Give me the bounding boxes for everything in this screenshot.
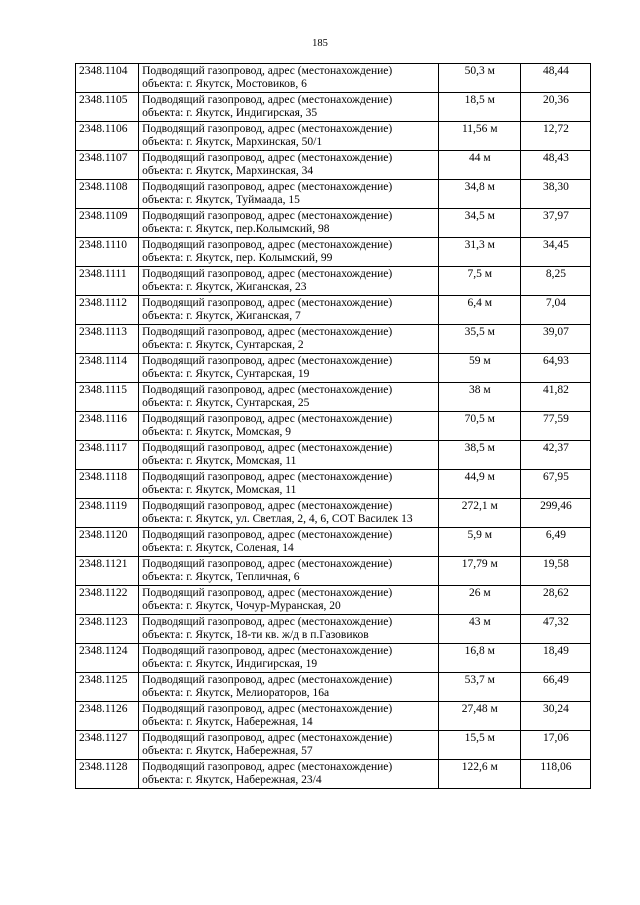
table-row — [76, 441, 591, 470]
table-row — [76, 93, 591, 122]
table-row — [76, 702, 591, 731]
value-cell: 42,37 — [520, 441, 590, 470]
table-row — [76, 412, 591, 441]
object-id-cell: 2348.1117 — [76, 441, 139, 470]
length-cell: 34,5 м — [438, 209, 520, 238]
object-id-cell: 2348.1124 — [76, 644, 139, 673]
value-cell: 118,06 — [520, 760, 590, 789]
value-cell: 64,93 — [520, 354, 590, 383]
object-id-cell: 2348.1125 — [76, 673, 139, 702]
table-row — [76, 615, 591, 644]
length-cell: 16,8 м — [438, 644, 520, 673]
object-id-cell: 2348.1128 — [76, 760, 139, 789]
table-row — [76, 354, 591, 383]
value-cell: 299,46 — [520, 499, 590, 528]
table-row — [76, 122, 591, 151]
table-row — [76, 760, 591, 789]
value-cell: 77,59 — [520, 412, 590, 441]
description-cell: Подводящий газопровод, адрес (местонахождение) объекта: г. Якутск, Момская, 11 — [139, 470, 439, 499]
length-cell: 44,9 м — [438, 470, 520, 499]
object-id-cell: 2348.1115 — [76, 383, 139, 412]
description-cell: Подводящий газопровод, адрес (местонахождение) объекта: г. Якутск, Набережная, 23/4 — [139, 760, 439, 789]
value-cell: 12,72 — [520, 122, 590, 151]
table-row — [76, 267, 591, 296]
description-cell: Подводящий газопровод, адрес (местонахождение) объекта: г. Якутск, Индигирская, 19 — [139, 644, 439, 673]
value-cell: 34,45 — [520, 238, 590, 267]
description-cell: Подводящий газопровод, адрес (местонахождение) объекта: г. Якутск, пер. Колымский, 99 — [139, 238, 439, 267]
table-row — [76, 644, 591, 673]
value-cell: 41,82 — [520, 383, 590, 412]
description-cell: Подводящий газопровод, адрес (местонахождение) объекта: г. Якутск, Мелиораторов, 16а — [139, 673, 439, 702]
length-cell: 27,48 м — [438, 702, 520, 731]
object-id-cell: 2348.1112 — [76, 296, 139, 325]
description-cell: Подводящий газопровод, адрес (местонахождение) объекта: г. Якутск, Набережная, 14 — [139, 702, 439, 731]
value-cell: 8,25 — [520, 267, 590, 296]
length-cell: 31,3 м — [438, 238, 520, 267]
object-id-cell: 2348.1121 — [76, 557, 139, 586]
object-id-cell: 2348.1127 — [76, 731, 139, 760]
length-cell: 11,56 м — [438, 122, 520, 151]
object-id-cell: 2348.1113 — [76, 325, 139, 354]
table-row — [76, 325, 591, 354]
length-cell: 34,8 м — [438, 180, 520, 209]
object-id-cell: 2348.1107 — [76, 151, 139, 180]
length-cell: 50,3 м — [438, 64, 520, 93]
table-row — [76, 180, 591, 209]
value-cell: 6,49 — [520, 528, 590, 557]
length-cell: 17,79 м — [438, 557, 520, 586]
length-cell: 272,1 м — [438, 499, 520, 528]
value-cell: 7,04 — [520, 296, 590, 325]
description-cell: Подводящий газопровод, адрес (местонахождение) объекта: г. Якутск, Мархинская, 50/1 — [139, 122, 439, 151]
description-cell: Подводящий газопровод, адрес (местонахождение) объекта: г. Якутск, Жиганская, 7 — [139, 296, 439, 325]
length-cell: 26 м — [438, 586, 520, 615]
length-cell: 44 м — [438, 151, 520, 180]
gas-pipeline-registry-table — [75, 63, 591, 789]
table-row — [76, 586, 591, 615]
description-cell: Подводящий газопровод, адрес (местонахождение) объекта: г. Якутск, Индигирская, 35 — [139, 93, 439, 122]
length-cell: 43 м — [438, 615, 520, 644]
table-row — [76, 528, 591, 557]
description-cell: Подводящий газопровод, адрес (местонахождение) объекта: г. Якутск, Момская, 9 — [139, 412, 439, 441]
description-cell: Подводящий газопровод, адрес (местонахождение) объекта: г. Якутск, Жиганская, 23 — [139, 267, 439, 296]
length-cell: 7,5 м — [438, 267, 520, 296]
length-cell: 38,5 м — [438, 441, 520, 470]
value-cell: 30,24 — [520, 702, 590, 731]
table-row — [76, 64, 591, 93]
description-cell: Подводящий газопровод, адрес (местонахождение) объекта: г. Якутск, ул. Светлая, 2, 4, 6, СОТ Василек 13 — [139, 499, 439, 528]
description-cell: Подводящий газопровод, адрес (местонахождение) объекта: г. Якутск, пер.Колымский, 98 — [139, 209, 439, 238]
value-cell: 67,95 — [520, 470, 590, 499]
object-id-cell: 2348.1114 — [76, 354, 139, 383]
object-id-cell: 2348.1106 — [76, 122, 139, 151]
value-cell: 20,36 — [520, 93, 590, 122]
value-cell: 19,58 — [520, 557, 590, 586]
object-id-cell: 2348.1104 — [76, 64, 139, 93]
length-cell: 5,9 м — [438, 528, 520, 557]
table-row — [76, 238, 591, 267]
length-cell: 59 м — [438, 354, 520, 383]
description-cell: Подводящий газопровод, адрес (местонахождение) объекта: г. Якутск, Набережная, 57 — [139, 731, 439, 760]
description-cell: Подводящий газопровод, адрес (местонахождение) объекта: г. Якутск, Сунтарская, 19 — [139, 354, 439, 383]
object-id-cell: 2348.1118 — [76, 470, 139, 499]
value-cell: 47,32 — [520, 615, 590, 644]
object-id-cell: 2348.1111 — [76, 267, 139, 296]
description-cell: Подводящий газопровод, адрес (местонахождение) объекта: г. Якутск, Мостовиков, 6 — [139, 64, 439, 93]
value-cell: 39,07 — [520, 325, 590, 354]
description-cell: Подводящий газопровод, адрес (местонахождение) объекта: г. Якутск, Тепличная, 6 — [139, 557, 439, 586]
table-row — [76, 383, 591, 412]
length-cell: 35,5 м — [438, 325, 520, 354]
table-row — [76, 209, 591, 238]
object-id-cell: 2348.1116 — [76, 412, 139, 441]
value-cell: 38,30 — [520, 180, 590, 209]
table-row — [76, 731, 591, 760]
description-cell: Подводящий газопровод, адрес (местонахождение) объекта: г. Якутск, Сунтарская, 2 — [139, 325, 439, 354]
value-cell: 48,44 — [520, 64, 590, 93]
value-cell: 37,97 — [520, 209, 590, 238]
length-cell: 18,5 м — [438, 93, 520, 122]
object-id-cell: 2348.1108 — [76, 180, 139, 209]
value-cell: 66,49 — [520, 673, 590, 702]
description-cell: Подводящий газопровод, адрес (местонахождение) объекта: г. Якутск, Туймаада, 15 — [139, 180, 439, 209]
length-cell: 122,6 м — [438, 760, 520, 789]
table-row — [76, 673, 591, 702]
length-cell: 70,5 м — [438, 412, 520, 441]
table-row — [76, 151, 591, 180]
registry-table-body — [76, 64, 591, 789]
table-row — [76, 557, 591, 586]
object-id-cell: 2348.1123 — [76, 615, 139, 644]
description-cell: Подводящий газопровод, адрес (местонахождение) объекта: г. Якутск, 18-ти кв. ж/д в п.Газовиков — [139, 615, 439, 644]
value-cell: 48,43 — [520, 151, 590, 180]
table-row — [76, 499, 591, 528]
object-id-cell: 2348.1109 — [76, 209, 139, 238]
length-cell: 15,5 м — [438, 731, 520, 760]
description-cell: Подводящий газопровод, адрес (местонахождение) объекта: г. Якутск, Чочур-Муранская, 20 — [139, 586, 439, 615]
object-id-cell: 2348.1120 — [76, 528, 139, 557]
object-id-cell: 2348.1122 — [76, 586, 139, 615]
length-cell: 6,4 м — [438, 296, 520, 325]
value-cell: 17,06 — [520, 731, 590, 760]
table-row — [76, 470, 591, 499]
page-number: 185 — [312, 38, 328, 49]
length-cell: 53,7 м — [438, 673, 520, 702]
length-cell: 38 м — [438, 383, 520, 412]
value-cell: 28,62 — [520, 586, 590, 615]
object-id-cell: 2348.1105 — [76, 93, 139, 122]
description-cell: Подводящий газопровод, адрес (местонахождение) объекта: г. Якутск, Мархинская, 34 — [139, 151, 439, 180]
description-cell: Подводящий газопровод, адрес (местонахождение) объекта: г. Якутск, Сунтарская, 25 — [139, 383, 439, 412]
table-row — [76, 296, 591, 325]
description-cell: Подводящий газопровод, адрес (местонахождение) объекта: г. Якутск, Момская, 11 — [139, 441, 439, 470]
description-cell: Подводящий газопровод, адрес (местонахождение) объекта: г. Якутск, Соленая, 14 — [139, 528, 439, 557]
object-id-cell: 2348.1126 — [76, 702, 139, 731]
object-id-cell: 2348.1119 — [76, 499, 139, 528]
value-cell: 18,49 — [520, 644, 590, 673]
object-id-cell: 2348.1110 — [76, 238, 139, 267]
